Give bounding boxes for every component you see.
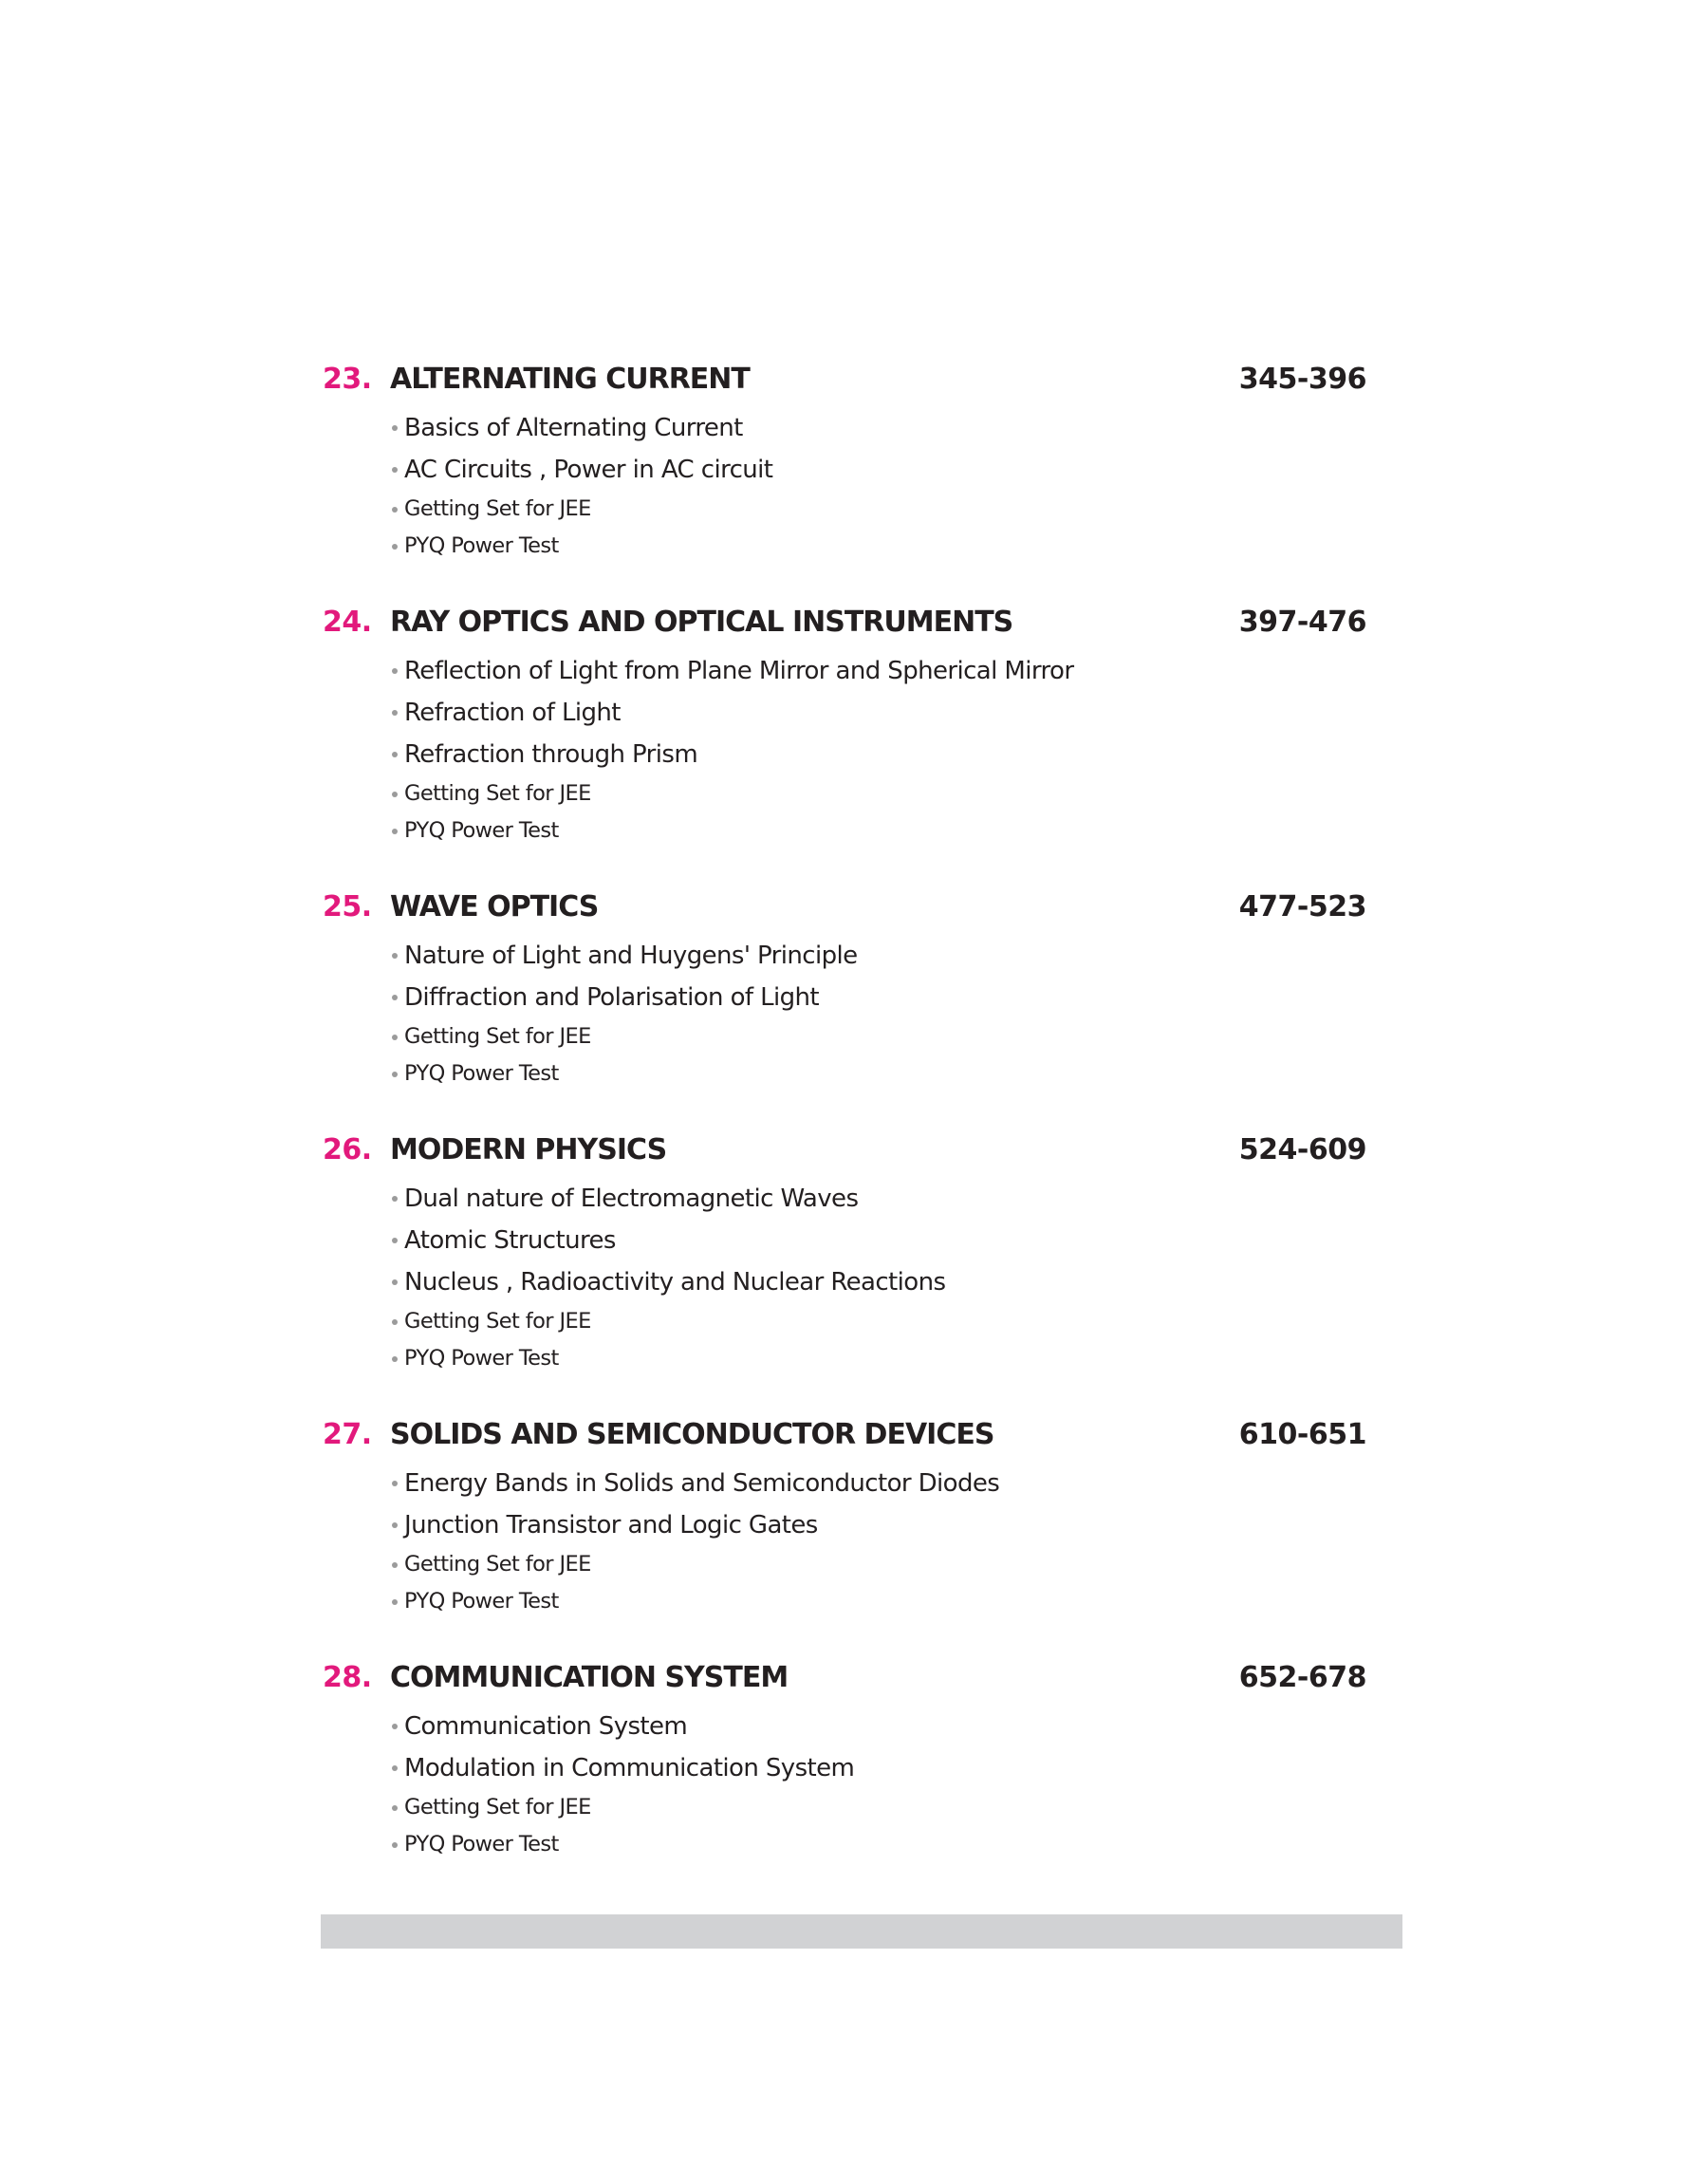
topic-label: Refraction through Prism — [404, 740, 698, 769]
topic-label: Nature of Light and Huygens' Principle — [404, 942, 858, 970]
topic-label: Getting Set for JEE — [404, 496, 591, 521]
topic-list — [323, 407, 1366, 565]
chapter-title: RAY OPTICS AND OPTICAL INSTRUMENTS — [390, 606, 1013, 639]
chapter-entry — [323, 1411, 1366, 1620]
topic-label: Getting Set for JEE — [404, 1309, 591, 1334]
topic-item[interactable] — [392, 692, 1366, 734]
chapter-number: 27. — [323, 1418, 372, 1451]
chapter-entry — [323, 1127, 1366, 1377]
bullet-icon — [392, 668, 398, 674]
chapter-page-range: 610-651 — [1238, 1418, 1366, 1451]
topic-label: Communication System — [404, 1712, 688, 1741]
topic-list — [323, 1706, 1366, 1863]
bullet-icon — [392, 1035, 398, 1040]
bullet-icon — [392, 1238, 398, 1243]
topic-item[interactable] — [392, 449, 1366, 491]
chapter-list — [323, 356, 1366, 1863]
topic-item[interactable] — [392, 812, 1366, 849]
chapter-entry — [323, 884, 1366, 1092]
topic-label: Getting Set for JEE — [404, 1552, 591, 1577]
bullet-icon — [392, 1481, 398, 1486]
topic-label: PYQ Power Test — [404, 818, 559, 843]
bullet-icon — [392, 1196, 398, 1202]
topic-label: PYQ Power Test — [404, 1346, 559, 1371]
topic-item[interactable] — [392, 407, 1366, 449]
bullet-icon — [392, 507, 398, 513]
bullet-icon — [392, 829, 398, 834]
topic-label: PYQ Power Test — [404, 1061, 559, 1086]
bullet-icon — [392, 1599, 398, 1605]
bullet-icon — [392, 1724, 398, 1729]
chapter-title: COMMUNICATION SYSTEM — [390, 1661, 789, 1694]
topic-label: AC Circuits , Power in AC circuit — [404, 456, 773, 484]
topic-item[interactable] — [392, 1463, 1366, 1504]
bullet-icon — [392, 1522, 398, 1528]
topic-item[interactable] — [392, 1018, 1366, 1055]
chapter-entry — [323, 1654, 1366, 1863]
chapter-heading[interactable] — [323, 599, 1366, 646]
chapter-heading[interactable] — [323, 1654, 1366, 1702]
topic-item[interactable] — [392, 1789, 1366, 1826]
chapter-heading[interactable] — [323, 1127, 1366, 1174]
topic-label: Reflection of Light from Plane Mirror and Spherical Mirror — [404, 657, 1074, 685]
footer-bar — [321, 1914, 1402, 1949]
bullet-icon — [392, 752, 398, 757]
chapter-number: 26. — [323, 1133, 372, 1166]
topic-item[interactable] — [392, 1220, 1366, 1261]
topic-label: Getting Set for JEE — [404, 1795, 591, 1819]
topic-item[interactable] — [392, 1706, 1366, 1747]
bullet-icon — [392, 1072, 398, 1077]
bullet-icon — [392, 425, 398, 431]
topic-item[interactable] — [392, 935, 1366, 977]
chapter-title: WAVE OPTICS — [390, 890, 599, 924]
table-of-contents — [323, 356, 1366, 1897]
topic-label: Getting Set for JEE — [404, 1024, 591, 1049]
bullet-icon — [392, 792, 398, 797]
topic-list — [323, 935, 1366, 1092]
topic-item[interactable] — [392, 734, 1366, 775]
topic-item[interactable] — [392, 650, 1366, 692]
bullet-icon — [392, 710, 398, 716]
topic-item[interactable] — [392, 491, 1366, 528]
chapter-heading[interactable] — [323, 1411, 1366, 1459]
bullet-icon — [392, 1842, 398, 1848]
topic-item[interactable] — [392, 1826, 1366, 1863]
chapter-number: 24. — [323, 606, 372, 639]
topic-label: Diffraction and Polarisation of Light — [404, 983, 820, 1012]
chapter-page-range: 345-396 — [1238, 363, 1366, 396]
bullet-icon — [392, 953, 398, 959]
chapter-number: 25. — [323, 890, 372, 924]
topic-item[interactable] — [392, 528, 1366, 565]
topic-label: Atomic Structures — [404, 1226, 616, 1255]
chapter-title: SOLIDS AND SEMICONDUCTOR DEVICES — [390, 1418, 994, 1451]
chapter-entry — [323, 599, 1366, 849]
topic-label: Dual nature of Electromagnetic Waves — [404, 1185, 859, 1213]
chapter-page-range: 397-476 — [1238, 606, 1366, 639]
topic-item[interactable] — [392, 977, 1366, 1018]
topic-item[interactable] — [392, 1261, 1366, 1303]
topic-label: Refraction of Light — [404, 699, 621, 727]
topic-item[interactable] — [392, 1178, 1366, 1220]
topic-item[interactable] — [392, 1340, 1366, 1377]
bullet-icon — [392, 1562, 398, 1568]
topic-label: Nucleus , Radioactivity and Nuclear Reactions — [404, 1268, 946, 1297]
bullet-icon — [392, 1805, 398, 1811]
bullet-icon — [392, 995, 398, 1000]
chapter-page-range: 477-523 — [1238, 890, 1366, 924]
bullet-icon — [392, 544, 398, 550]
topic-item[interactable] — [392, 1747, 1366, 1789]
chapter-heading[interactable] — [323, 884, 1366, 931]
topic-list — [323, 650, 1366, 849]
bullet-icon — [392, 1765, 398, 1771]
bullet-icon — [392, 1319, 398, 1325]
topic-item[interactable] — [392, 1583, 1366, 1620]
topic-label: Basics of Alternating Current — [404, 414, 743, 442]
chapter-page-range: 652-678 — [1238, 1661, 1366, 1694]
topic-label: Energy Bands in Solids and Semiconductor Diodes — [404, 1469, 1000, 1498]
bullet-icon — [392, 467, 398, 473]
bullet-icon — [392, 1356, 398, 1362]
topic-item[interactable] — [392, 1055, 1366, 1092]
topic-list — [323, 1463, 1366, 1620]
chapter-entry — [323, 356, 1366, 565]
chapter-number: 23. — [323, 363, 372, 396]
topic-item[interactable] — [392, 1504, 1366, 1546]
topic-label: PYQ Power Test — [404, 533, 559, 558]
topic-item[interactable] — [392, 1546, 1366, 1583]
chapter-page-range: 524-609 — [1238, 1133, 1366, 1166]
bullet-icon — [392, 1279, 398, 1285]
chapter-title: ALTERNATING CURRENT — [390, 363, 750, 396]
topic-label: Getting Set for JEE — [404, 781, 591, 806]
chapter-title: MODERN PHYSICS — [390, 1133, 667, 1166]
topic-label: Junction Transistor and Logic Gates — [404, 1511, 818, 1539]
chapter-heading[interactable] — [323, 356, 1366, 403]
topic-item[interactable] — [392, 775, 1366, 812]
topic-label: PYQ Power Test — [404, 1832, 559, 1856]
topic-label: Modulation in Communication System — [404, 1754, 855, 1782]
chapter-number: 28. — [323, 1661, 372, 1694]
topic-label: PYQ Power Test — [404, 1589, 559, 1614]
topic-list — [323, 1178, 1366, 1377]
topic-item[interactable] — [392, 1303, 1366, 1340]
